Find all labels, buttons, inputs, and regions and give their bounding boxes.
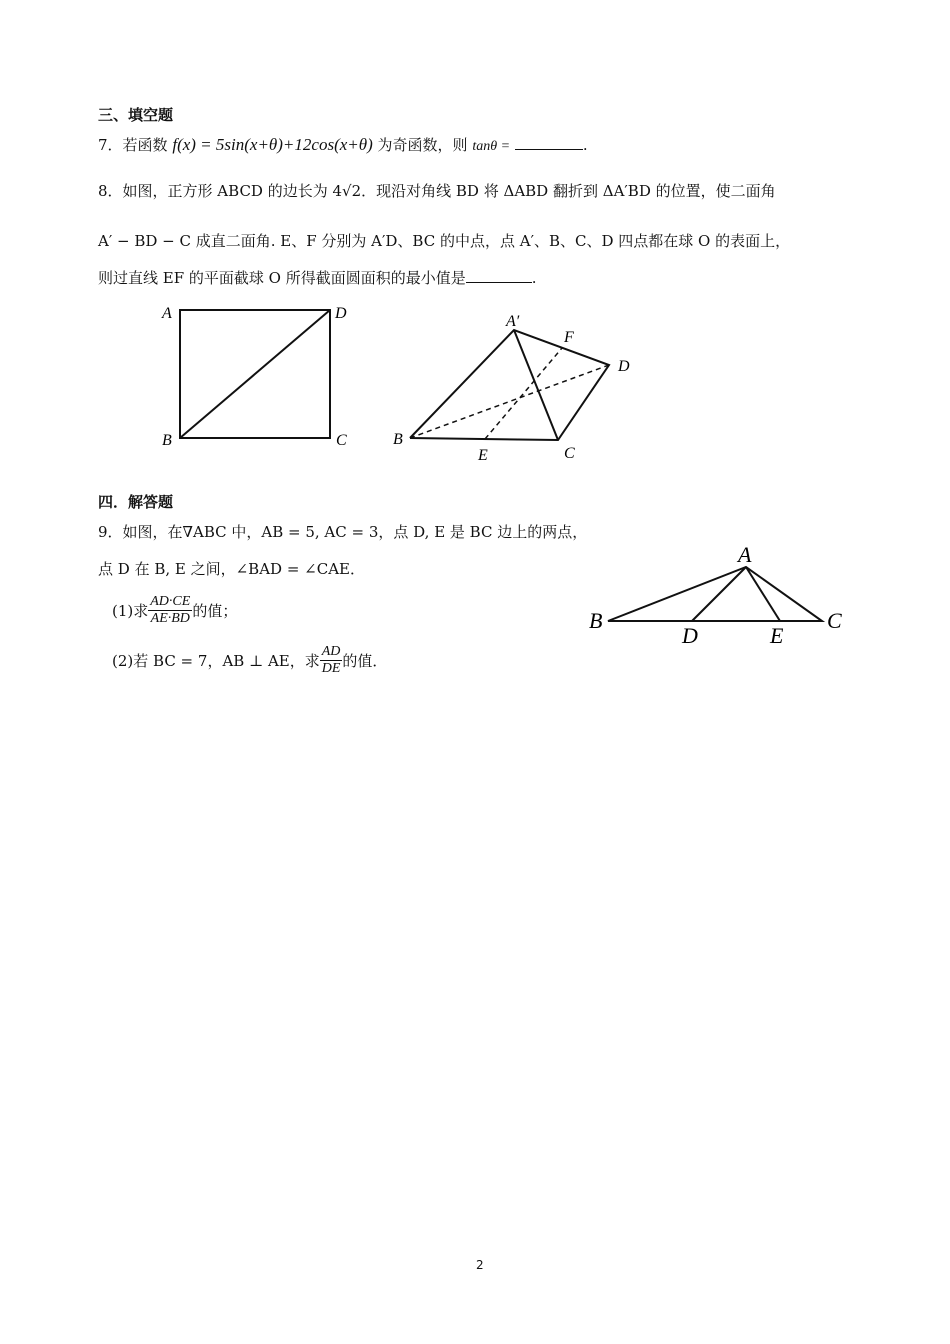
triangle-abc bbox=[608, 567, 822, 621]
label-b: B bbox=[589, 608, 603, 633]
q8-line2: A′ − BD − C 成直二面角. E、F 分别为 A′D、BC 的中点，点 A′、B、C、D 四点都在球 O 的表面上， bbox=[98, 232, 791, 250]
q9-p2-pre: (2)若 BC = 7，AB ⊥ AE，求 bbox=[112, 651, 320, 670]
label-c: C bbox=[336, 432, 347, 449]
label-c: C bbox=[827, 608, 842, 633]
segment-ae bbox=[746, 567, 780, 621]
q9-part1 bbox=[112, 594, 237, 627]
q9-line2: 点 D 在 B, E 之间，∠BAD = ∠CAE． bbox=[98, 560, 365, 578]
q8-line3-text: 则过直线 EF 的平面截球 O 所得截面圆面积的最小值是 bbox=[98, 269, 466, 287]
section3-title: 三、填空题 bbox=[98, 106, 174, 124]
q8-line1: 8．如图，正方形 ABCD 的边长为 4√2．现沿对角线 BD 将 ΔABD 翻折到 ΔA′BD 的位置，使二面角 bbox=[98, 182, 776, 200]
q7-ask: tanθ = bbox=[472, 139, 511, 154]
label-d: D bbox=[682, 623, 698, 648]
triangle-figure bbox=[584, 540, 864, 650]
q7-answer-blank[interactable] bbox=[515, 135, 583, 150]
label-a: A bbox=[162, 305, 172, 322]
label-d: D bbox=[618, 358, 630, 375]
q9-p2-post: 的值． bbox=[342, 651, 388, 670]
segment-ad bbox=[692, 567, 746, 621]
label-c: C bbox=[564, 445, 575, 462]
label-b: B bbox=[162, 432, 172, 449]
label-d: D bbox=[335, 305, 347, 322]
edge-b-d-dashed bbox=[410, 365, 609, 438]
q9-part2 bbox=[112, 644, 387, 677]
page-number: 2 bbox=[476, 1258, 484, 1272]
section4-title: 四．解答题 bbox=[98, 493, 174, 511]
q8-line3-end: . bbox=[531, 269, 537, 287]
label-a: A bbox=[738, 542, 752, 567]
q9-p1-pre: (1)求 bbox=[112, 601, 149, 620]
q7-mid: 为奇函数，则 bbox=[377, 136, 468, 154]
square-figure bbox=[150, 298, 370, 458]
label-a-prime: A′ bbox=[506, 313, 520, 330]
q9-p1-post: 的值； bbox=[192, 601, 238, 620]
edge-a-c bbox=[514, 330, 558, 440]
tetra-outline bbox=[410, 330, 609, 440]
q9-p2-denominator: DE bbox=[321, 661, 341, 676]
q7-number: 7． bbox=[98, 136, 123, 154]
segment-ef-dashed bbox=[485, 348, 562, 439]
label-f: F bbox=[564, 329, 574, 346]
label-b: B bbox=[393, 431, 403, 448]
q9-p2-fraction bbox=[320, 644, 343, 677]
question-7 bbox=[98, 135, 588, 157]
q7-formula: f(x) = 5sin(x+θ)+12cos(x+θ) bbox=[172, 135, 373, 154]
q9-p1-fraction bbox=[148, 594, 192, 627]
label-e: E bbox=[770, 623, 784, 648]
q9-p2-numerator: AD bbox=[321, 644, 341, 659]
q9-p1-numerator: AD·CE bbox=[150, 594, 191, 609]
tetrahedron-figure bbox=[388, 300, 648, 470]
label-e: E bbox=[478, 447, 488, 464]
q9-p1-denominator: AE·BD bbox=[150, 611, 190, 626]
q8-line3 bbox=[98, 268, 537, 288]
q7-end: . bbox=[582, 136, 588, 154]
q9-line1: 9．如图，在∇ABC 中，AB = 5, AC = 3，点 D, E 是 BC 边上的两点， bbox=[98, 523, 588, 541]
q8-answer-blank[interactable] bbox=[466, 268, 532, 283]
diagonal-bd bbox=[180, 310, 330, 438]
q7-pre: 若函数 bbox=[122, 136, 168, 154]
